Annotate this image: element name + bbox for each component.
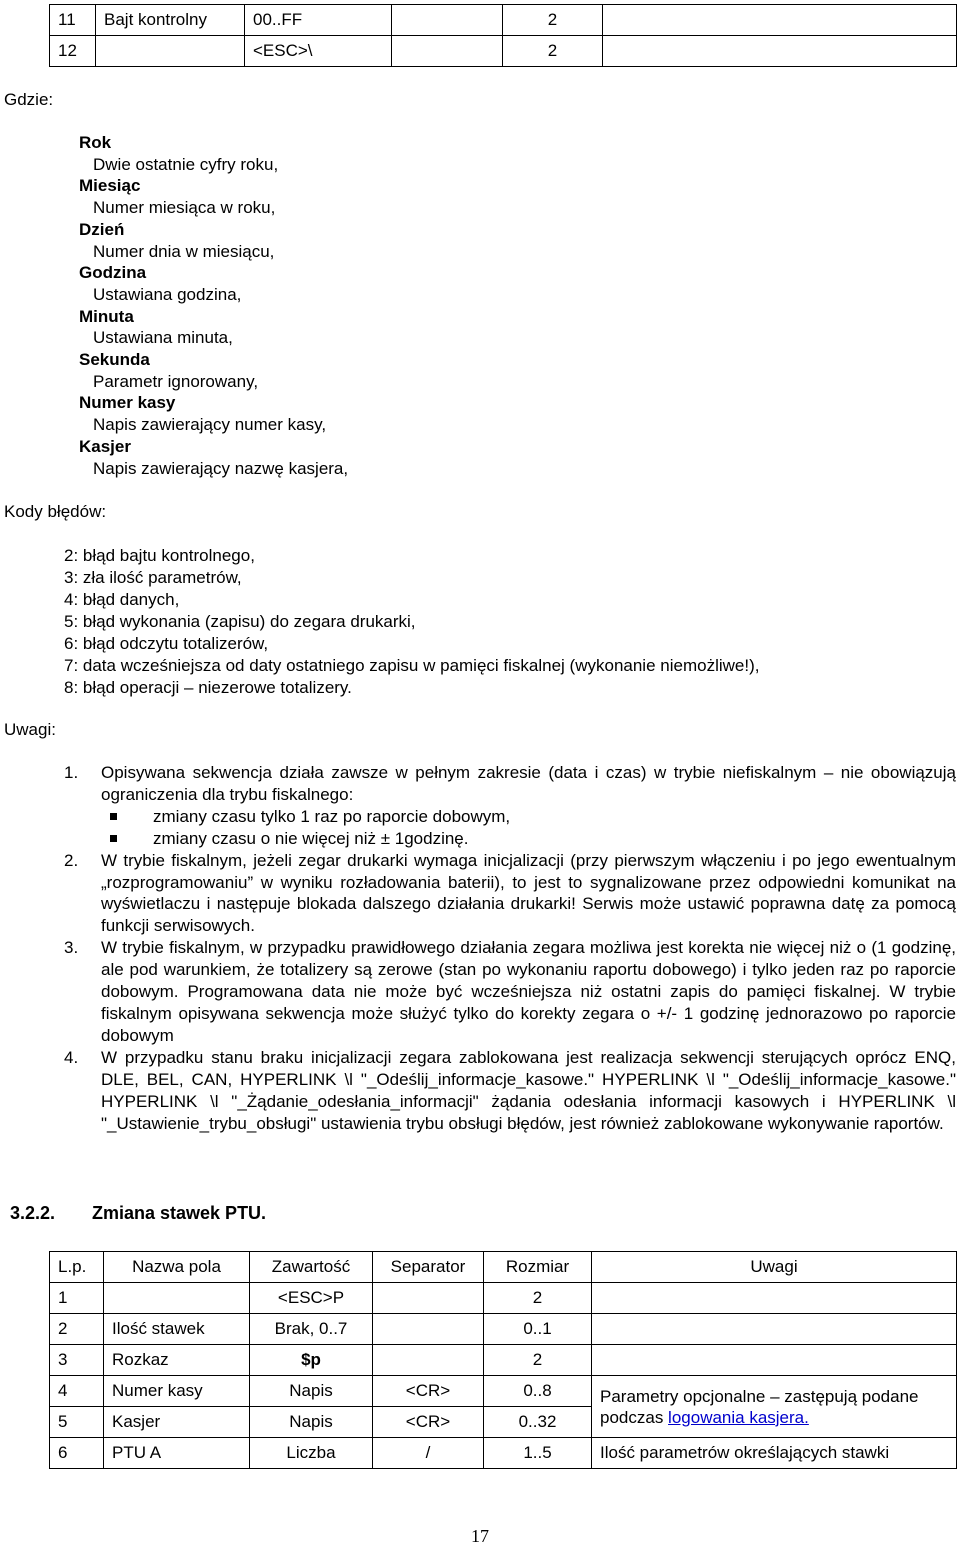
field-name: Dzień [79,219,125,239]
bullet-item: zmiany czasu tylko 1 raz po raporcie dobowym, [101,806,956,828]
section-title: Zmiana stawek PTU. [92,1203,267,1223]
cell-size: 0..8 [484,1376,592,1407]
cell-content: Liczba [250,1438,373,1469]
cell-name: Numer kasy [104,1376,250,1407]
error-list [64,545,759,699]
list-item: 8: błąd operacji – niezerowe totalizery. [64,678,352,697]
list-item: 2: błąd bajtu kontrolnego, [64,546,255,565]
cell-name: PTU A [104,1438,250,1469]
header-content: Zawartość [250,1252,373,1283]
page-number: 17 [471,1526,489,1546]
list-item: 5: błąd wykonania (zapisu) do zegara drukarki, [64,612,416,631]
list-item [64,762,956,850]
cell-name: Bajt kontrolny [96,5,245,36]
note-number: 1. [64,763,79,782]
field-desc: Numer dnia w miesiącu, [93,241,275,261]
note-text: Opisywana sekwencja działa zawsze w pełnym zakresie (data i czas) w trybie niefiskalnym – nie obowiązują ograniczenia dla trybu fiskalnego: [101,763,956,804]
cell-notes [592,1314,957,1345]
cell-notes [603,5,957,36]
cell-content: Napis [250,1376,373,1407]
notes-list [64,762,956,1134]
table-header-row [50,1252,957,1283]
cell-content: Napis [250,1407,373,1438]
cell-separator [373,1314,484,1345]
cell-notes: Ilość parametrów określających stawki [592,1438,957,1469]
field-name: Numer kasy [79,393,176,413]
cell-notes [592,1283,957,1314]
field-desc: Ustawiana godzina, [93,284,242,304]
cell-separator: <CR> [373,1407,484,1438]
cell-lp: 4 [50,1376,104,1407]
cell-lp: 12 [50,36,96,67]
cell-content: $p [250,1345,373,1376]
cell-separator [392,36,503,67]
cell-size: 2 [484,1283,592,1314]
section-heading [10,1203,267,1224]
list-item [64,937,956,1047]
bullet-item: zmiany czasu o nie więcej niż ± 1godzinę. [101,828,956,850]
field-name: Godzina [79,263,147,283]
header-lp: L.p. [50,1252,104,1283]
label-gdzie: Gdzie: [4,90,54,109]
note-number: 2. [64,850,79,870]
field-desc: Numer miesiąca w roku, [93,198,276,218]
field-list [79,132,348,479]
field-name: Kasjer [79,436,131,456]
field-desc: Napis zawierający nazwę kasjera, [93,458,349,478]
cell-name [104,1283,250,1314]
bullet-list [101,806,956,850]
cell-separator: <CR> [373,1376,484,1407]
table-row [50,5,957,36]
cell-size: 2 [503,5,603,36]
header-notes: Uwagi [592,1252,957,1283]
cell-separator [392,5,503,36]
cell-name: Rozkaz [104,1345,250,1376]
list-item [64,1047,956,1135]
cell-content: <ESC>P [250,1283,373,1314]
field-name: Miesiąc [79,176,141,196]
cell-size: 1..5 [484,1438,592,1469]
cell-size: 0..1 [484,1314,592,1345]
cell-notes [603,36,957,67]
list-item: 6: błąd odczytu totalizerów, [64,634,269,653]
ptu-table [49,1251,957,1469]
cell-content: Brak, 0..7 [250,1314,373,1345]
table-row [50,1314,957,1345]
cell-separator [373,1283,484,1314]
cell-notes-merged [592,1376,957,1438]
top-table [49,4,957,67]
table-row [50,1345,957,1376]
list-item [64,850,956,938]
merged-note-text: Parametry opcjonalne – zastępują podane podczas [600,1386,919,1427]
cell-lp: 5 [50,1407,104,1438]
cell-lp: 1 [50,1283,104,1314]
label-uwagi: Uwagi: [4,720,56,739]
section-number: 3.2.2. [10,1203,56,1223]
field-name: Sekunda [79,350,150,370]
cell-size: 2 [503,36,603,67]
list-item: 3: zła ilość parametrów, [64,568,242,587]
link-logowanie-kasjera[interactable]: logowania kasjera. [668,1407,809,1427]
header-separator: Separator [373,1252,484,1283]
list-item: 4: błąd danych, [64,590,180,609]
label-kody-bledow: Kody błędów: [4,502,107,521]
field-name: Minuta [79,306,134,326]
cell-lp: 6 [50,1438,104,1469]
field-desc: Parametr ignorowany, [93,371,259,391]
cell-notes [592,1345,957,1376]
note-text: W trybie fiskalnym, w przypadku prawidłowego działania zegara możliwa jest korekta nie więcej niż o (1 godzinę, ale pod warunkiem, że totalizery są zerowe (stan po wykonaniu raportu dobowego) i tylko jeden raz po raporcie dobowym. Programowana data nie może być wcześniejsza niż ostatni zapis do pamięci fiskalnej. W trybie fiskalnym opisywana sekwencja może służyć tylko do korekty zegara o +/- 1 godzinę jednorazowo po raporcie dobowym [101,938,956,1045]
cell-separator [373,1345,484,1376]
table-row [50,36,957,67]
field-name: Rok [79,133,112,152]
cell-lp: 2 [50,1314,104,1345]
cell-value: <ESC>\ [245,36,392,67]
field-desc: Napis zawierający numer kasy, [93,415,327,435]
cell-size: 2 [484,1345,592,1376]
cell-name: Ilość stawek [104,1314,250,1345]
cell-separator: / [373,1438,484,1469]
cell-name [96,36,245,67]
note-number: 4. [64,1047,79,1067]
cell-size: 0..32 [484,1407,592,1438]
note-text: W trybie fiskalnym, jeżeli zegar drukarki wymaga inicjalizacji (przy pierwszym włączeniu i po jego ewentualnym „rozprogramowaniu” w wyniku rozładowania baterii), to jest to sygnalizowane przez odpowiedni komunikat na wyświetlaczu i następuje blokada dalszego działania drukarki! Serwis może ustawić poprawna datę za pomocą funkcji serwisowych. [101,850,956,936]
cell-name: Kasjer [104,1407,250,1438]
cell-value: 00..FF [245,5,392,36]
field-desc: Ustawiana minuta, [93,328,233,348]
cell-lp: 3 [50,1345,104,1376]
note-number: 3. [64,938,79,958]
note-text: W przypadku stanu braku inicjalizacji zegara zablokowana jest realizacja sekwencji sterujących oprócz ENQ, DLE, BEL, CAN, HYPERLINK \l "_Odeślij_informacje_kasowe." HYPERLINK \l "_Odeślij_informacje_kasowe." HYPERLINK \l "_Żądanie_odesłania_informacji" żądania odesłania informacji kasowych i HYPERLINK \l "_Ustawienie_trybu_obsługi" ustawienia trybu obsługi błędów, jest również zablokowane wykonywanie raportów. [101,1047,956,1133]
table-row [50,1438,957,1469]
header-size: Rozmiar [484,1252,592,1283]
cell-lp: 11 [50,5,96,36]
table-row [50,1376,957,1407]
field-desc: Dwie ostatnie cyfry roku, [93,154,279,174]
list-item: 7: data wcześniejsza od daty ostatniego zapisu w pamięci fiskalnej (wykonanie niemożliwe!), [64,656,760,675]
header-name: Nazwa pola [104,1252,250,1283]
table-row [50,1283,957,1314]
